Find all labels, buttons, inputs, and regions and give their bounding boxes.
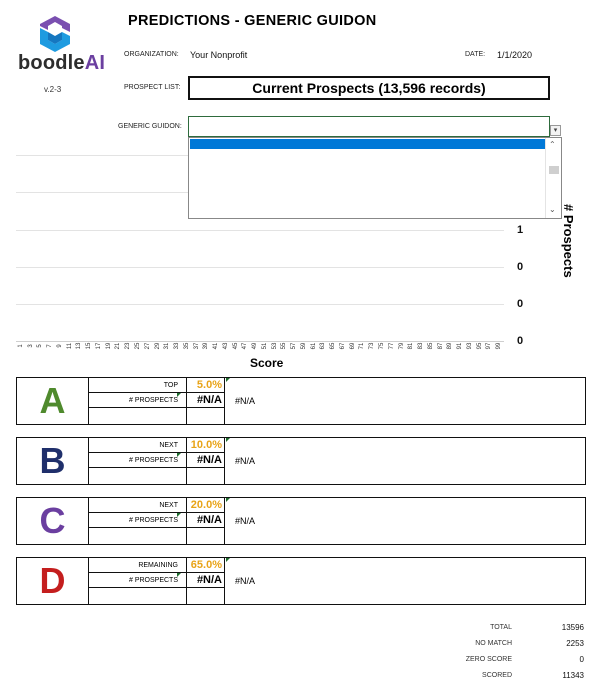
x-tick-label: 45 — [232, 342, 239, 350]
x-tick-label: 79 — [398, 342, 405, 350]
x-tick-label: 7 — [47, 344, 54, 348]
x-tick-label: 89 — [447, 342, 454, 350]
tier-row3-value — [187, 468, 225, 484]
x-tick-label: 31 — [164, 342, 171, 350]
x-tick-label: 19 — [105, 342, 112, 350]
total-label: TOTAL — [490, 624, 512, 631]
tier-row3-label — [89, 588, 187, 604]
x-tick-label: 61 — [310, 342, 317, 350]
no-match-value: 2253 — [566, 639, 584, 648]
tier-letter: B — [17, 438, 89, 484]
x-tick-label: 63 — [320, 342, 327, 350]
tier-letter: D — [17, 558, 89, 604]
tier-detail: #N/A — [235, 576, 256, 586]
y-tick-label: 0 — [517, 298, 524, 310]
zero-score-value: 0 — [579, 655, 584, 664]
x-tick-label: 93 — [466, 342, 473, 350]
x-tick-label: 41 — [213, 342, 220, 350]
x-tick-label: 53 — [271, 342, 278, 350]
dropdown-list[interactable] — [188, 137, 562, 219]
chart-gridline — [16, 230, 504, 231]
date-label: DATE: — [465, 51, 486, 58]
comment-flag-icon — [226, 378, 230, 382]
x-axis-ticks — [16, 343, 504, 355]
x-tick-label: 75 — [379, 342, 385, 350]
tier-percent[interactable]: 10.0% — [187, 438, 225, 453]
logo-text: boodleAI — [18, 52, 106, 74]
x-tick-label: 25 — [135, 342, 141, 350]
x-tick-label: 73 — [369, 342, 376, 350]
tier-c-panel — [16, 497, 586, 545]
x-tick-label: 57 — [291, 342, 298, 350]
tier-a-panel — [16, 377, 586, 425]
version-label: v.2-3 — [44, 85, 62, 94]
y-tick-label: 1 — [517, 224, 524, 236]
tier-row3-value — [187, 408, 225, 424]
tier-percent[interactable]: 20.0% — [187, 498, 225, 513]
x-tick-label: 77 — [388, 342, 395, 350]
x-tick-label: 87 — [437, 342, 444, 350]
y-axis-title: # Prospects — [561, 204, 576, 278]
x-tick-label: 13 — [76, 342, 83, 350]
x-tick-label: 59 — [300, 342, 307, 350]
x-tick-label: 91 — [457, 342, 464, 350]
comment-flag-icon — [226, 498, 230, 502]
x-tick-label: 49 — [252, 342, 259, 350]
x-tick-label: 17 — [95, 342, 102, 350]
zero-score-label: ZERO SCORE — [465, 656, 512, 663]
chart-gridline — [16, 192, 188, 193]
scored-value: 11343 — [562, 671, 584, 680]
tier-row3-label — [89, 528, 187, 544]
tier-b-panel — [16, 437, 586, 485]
x-tick-label: 27 — [144, 342, 151, 350]
tier-row2-label: # PROSPECTS — [89, 453, 187, 468]
x-tick-label: 5 — [37, 344, 44, 348]
scroll-thumb[interactable] — [549, 166, 559, 174]
comment-flag-icon — [177, 513, 181, 517]
x-tick-label: 29 — [154, 342, 161, 350]
prospect-list-value[interactable]: Current Prospects (13,596 records) — [188, 76, 550, 100]
scroll-down-icon[interactable]: ⌄ — [549, 205, 556, 214]
x-tick-label: 37 — [193, 342, 200, 350]
tier-row2-label: # PROSPECTS — [89, 573, 187, 588]
page-title: PREDICTIONS - GENERIC GUIDON — [128, 13, 377, 29]
x-tick-label: 43 — [222, 342, 229, 350]
generic-guidon-dropdown[interactable] — [188, 116, 550, 137]
x-tick-label: 35 — [183, 342, 190, 350]
x-tick-label: 9 — [56, 344, 63, 348]
chart-gridline — [16, 304, 504, 305]
x-tick-label: 3 — [27, 344, 34, 348]
tier-prospects-value[interactable]: #N/A — [187, 453, 225, 468]
x-tick-label: 15 — [86, 342, 93, 350]
tier-detail: #N/A — [235, 396, 256, 406]
organization-label: ORGANIZATION: — [124, 51, 179, 58]
comment-flag-icon — [177, 453, 181, 457]
tier-row1-label: NEXT — [89, 498, 187, 513]
tier-percent[interactable]: 5.0% — [187, 378, 225, 393]
prospect-list-label: PROSPECT LIST: — [124, 84, 181, 91]
tier-prospects-value[interactable]: #N/A — [187, 513, 225, 528]
comment-flag-icon — [226, 438, 230, 442]
tier-row3-value — [187, 528, 225, 544]
x-tick-label: 55 — [281, 342, 288, 350]
x-tick-label: 11 — [66, 342, 73, 350]
dropdown-scrollbar[interactable] — [545, 138, 561, 218]
dropdown-arrow-icon[interactable]: ▾ — [550, 125, 561, 136]
x-tick-label: 83 — [418, 342, 425, 350]
tier-detail: #N/A — [235, 516, 256, 526]
x-tick-label: 51 — [261, 342, 268, 350]
organization-value[interactable]: Your Nonprofit — [190, 50, 248, 60]
x-tick-label: 33 — [174, 342, 181, 350]
x-tick-label: 95 — [476, 342, 483, 350]
tier-letter: A — [17, 378, 89, 424]
x-tick-label: 65 — [330, 342, 337, 350]
generic-guidon-label: GENERIC GUIDON: — [118, 123, 182, 130]
tier-row2-label: # PROSPECTS — [89, 393, 187, 408]
comment-flag-icon — [226, 558, 230, 562]
x-tick-label: 99 — [496, 342, 503, 350]
tier-d-panel — [16, 557, 586, 605]
chart-gridline — [16, 155, 188, 156]
x-axis-title: Score — [250, 356, 284, 370]
scroll-up-icon[interactable]: ⌃ — [549, 140, 556, 149]
scored-label: SCORED — [482, 672, 512, 679]
y-tick-label: 0 — [517, 335, 524, 347]
comment-flag-icon — [177, 573, 181, 577]
tier-prospects-value[interactable]: #N/A — [187, 573, 225, 588]
chart-gridline — [16, 267, 504, 268]
y-tick-label: 0 — [517, 261, 524, 273]
dropdown-selected-item[interactable] — [190, 139, 545, 149]
x-tick-label: 21 — [115, 342, 122, 350]
tier-row3-value — [187, 588, 225, 604]
x-tick-label: 97 — [486, 342, 493, 350]
tier-row1-label: NEXT — [89, 438, 187, 453]
boodleai-logo-icon — [36, 14, 74, 54]
x-tick-label: 67 — [339, 342, 346, 350]
total-value: 13596 — [561, 623, 584, 632]
x-tick-label: 71 — [359, 342, 366, 350]
tier-row1-label: REMAINING — [89, 558, 187, 573]
x-tick-label: 23 — [125, 342, 132, 350]
tier-row2-label: # PROSPECTS — [89, 513, 187, 528]
x-tick-label: 69 — [349, 342, 356, 350]
tier-row3-label — [89, 408, 187, 424]
x-tick-label: 81 — [408, 342, 415, 350]
tier-percent[interactable]: 65.0% — [187, 558, 225, 573]
tier-detail: #N/A — [235, 456, 256, 466]
tier-prospects-value[interactable]: #N/A — [187, 393, 225, 408]
tier-letter: C — [17, 498, 89, 544]
date-value[interactable]: 1/1/2020 — [497, 50, 533, 60]
tier-row1-label: TOP — [89, 378, 187, 393]
x-tick-label: 1 — [17, 344, 24, 348]
x-tick-label: 47 — [242, 342, 249, 350]
comment-flag-icon — [177, 393, 181, 397]
x-tick-label: 39 — [203, 342, 210, 350]
x-tick-label: 85 — [427, 342, 434, 350]
tier-row3-label — [89, 468, 187, 484]
no-match-label: NO MATCH — [475, 640, 512, 647]
